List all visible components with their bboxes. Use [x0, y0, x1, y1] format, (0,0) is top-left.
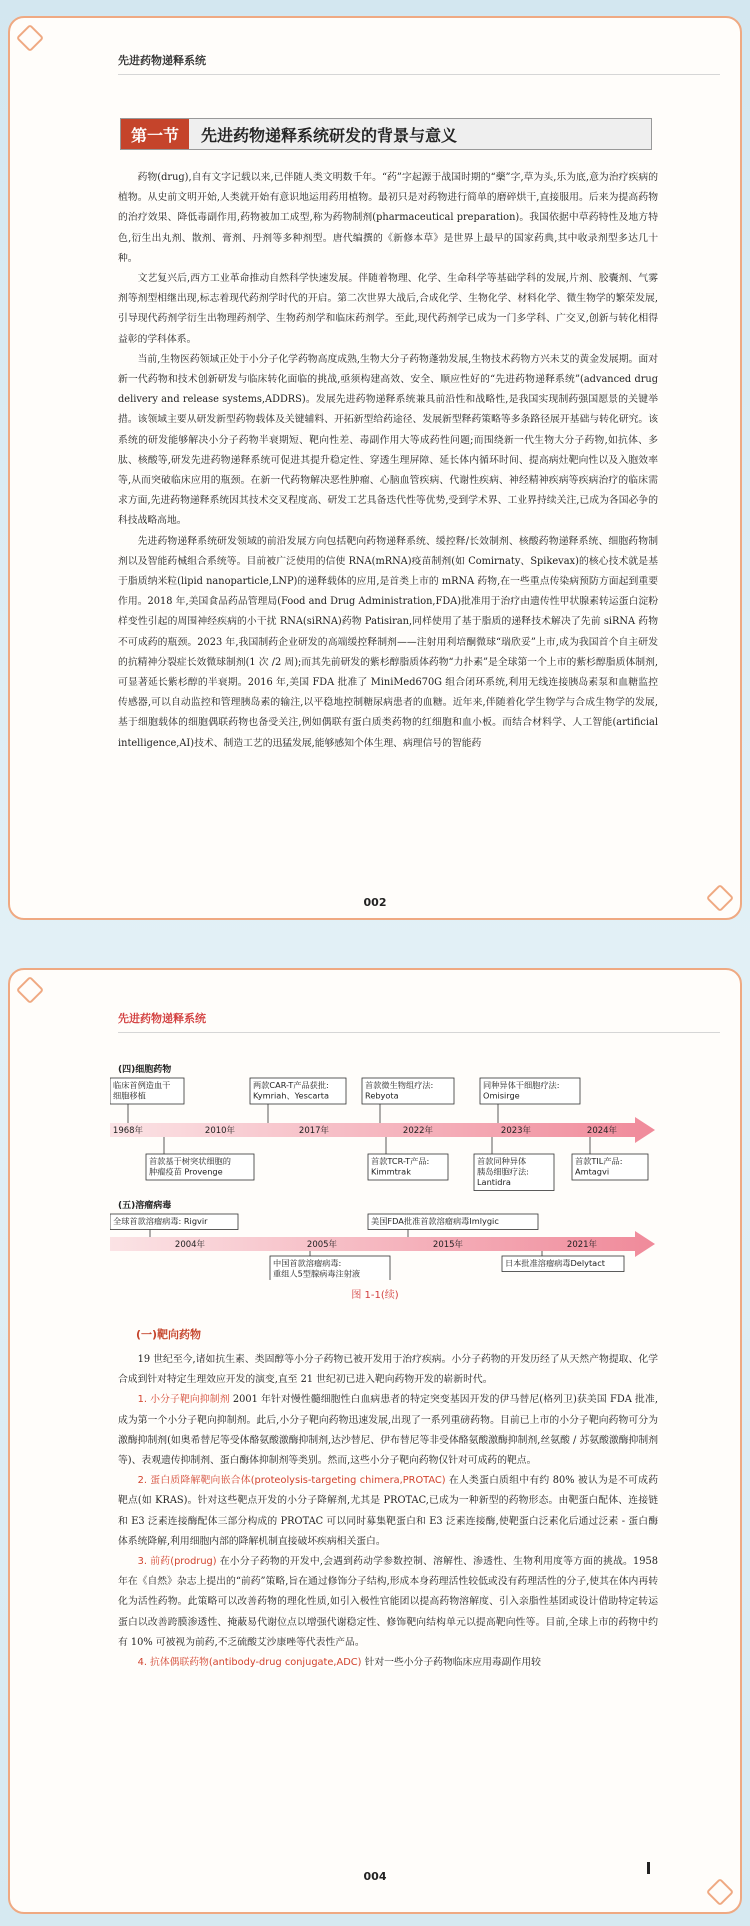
section-tag: 第一节: [121, 119, 189, 149]
event-box-below: [270, 1256, 390, 1280]
intro-paragraph: 19 世纪至今,诸如抗生素、类固醇等小分子药物已被开发用于治疗疾病。小分子药物的开发历经了从天然产物提取、化学合成到针对特定生理效应开发的演变,直至 21 世纪初已进入靶向药物开发的崭新时代。: [118, 1354, 658, 1386]
sub-heading: (一)靶向药物: [136, 1328, 202, 1341]
timeline-title-cell-drugs: (四)细胞药物: [118, 1065, 172, 1075]
item-paragraph: [118, 1653, 658, 1673]
event-label: 美国FDA批准首款溶瘤病毒Imlygic: [371, 1216, 499, 1226]
year-tick-label: 2023年: [500, 1126, 532, 1136]
figure-caption: 图 1-1(续): [351, 1290, 399, 1301]
event-box-below: [502, 1256, 624, 1272]
event-label: Kimmtrak: [371, 1166, 411, 1177]
item-label: 1. 小分子靶向抑制剂: [137, 1394, 230, 1406]
event-label: 首款基于树突状细胞的: [149, 1156, 231, 1166]
item-label: 4. 抗体偶联药物(antibody-drug conjugate,ADC): [137, 1657, 362, 1669]
page2-body: [118, 1350, 658, 1673]
event-label: 肿瘤疫苗 Provenge: [149, 1166, 223, 1177]
paragraph: 先进药物递释系统研发领域的前沿发展方向包括靶向药物递释系统、缓控释/长效制剂、核酸药物递释系统、细胞药物制剂以及智能药械组合系统等。目前被广泛使用的信使 RNA(mRNA)疫苗制剂(如 Comirnaty、Spikevax)的核心技术就是基于脂质纳米粒(lipid nanoparticle,LNP)的递释载体的应用,是首类上市的 mRNA 药物,在一些重点传染病预防方面起到重要作用。2018 年,美国食品药品管理局(Food and Drug Administration,FDA)批准用于治疗由遗传性甲状腺素转运蛋白淀粉样变性引起的周围神经疾病的小干扰 RNA(siRNA)药物 Patisiran,同样使用了基于脂质的递释技术解决了先前 siRNA 药物不可成药的瓶颈。2023 年,我国制药企业研发的高端缓控释制剂——注射用利培酮微球“瑞欣妥”上市,成为我国首个自主研发的抗精神分裂症长效微球制剂(1 次 /2 周);而其先前研发的紫杉醇脂质体药物“力扑素”是全球第一个上市的紫杉醇脂质体制剂,可显著延长紫杉醇的半衰期。2016 年,美国 FDA 批准了 MiniMed670G 组合闭环系统,利用无线连接胰岛素泵和血糖监控传感器,可以自动监控和管理胰岛素的输注,以平稳地控制糖尿病患者的血糖。近年来,伴随着化学生物学与合成生物学的发展,基于细胞载体的细胞偶联药物也备受关注,例如偶联有蛋白质类药物的红细胞和血小板。而结合材料学、人工智能(artificial intelligence,AI)技术、制造工艺的迅猛发展,能够感知个体生理、病理信号的智能药: [118, 535, 658, 749]
page-number: 002: [363, 896, 387, 909]
event-box-above: [110, 1078, 184, 1104]
header-rule: [118, 1032, 720, 1033]
event-label: 首款TCR-T产品:: [371, 1156, 430, 1166]
timeline-title-oncolytic: (五)溶瘤病毒: [118, 1201, 172, 1211]
event-label: 重组人5型腺病毒注射液: [273, 1268, 361, 1279]
page1-body: [118, 168, 658, 754]
event-label: 全球首款溶瘤病毒: Rigvir: [113, 1216, 208, 1226]
event-label: 细胞移植: [113, 1090, 146, 1101]
paragraph: 当前,生物医药领域正处于小分子化学药物高度成熟,生物大分子药物蓬勃发展,生物技术药物方兴未艾的黄金发展期。面对新一代药物和技术创新研发与临床转化面临的挑战,亟须构建高效、安全、顺应性好的“先进药物递释系统”(advanced drug delivery and release systems,ADDRS)。发展先进药物递释系统兼具前沿性和战略性,是我国实现制药强国愿景的关键举措。该领域主要从研发新型药物载体及关键辅料、开拓新型给药途径、发展新型释药策略等多条路径展开基础与转化研究。该系统的研发能够解决小分子药物半衰期短、靶向性差、毒副作用大等成药性问题;而围绕新一代生物大分子药物,如抗体、多肽、核酸等,研发先进药物递释系统可促进其提升稳定性、穿透生理屏障、延长体内循环时间、提高病灶靶向性以及入胞效率等,从而突破临床应用的瓶颈。在新一代药物解决恶性肿瘤、心脑血管疾病、代谢性疾病、神经精神疾病等疾病治疗的临床需求方面,先进药物递释系统因其技术交叉程度高、研发工艺具备迭代性等优势,受到学术界、工业界持续关注,已成为各国必争的科技战略高地。: [118, 353, 658, 527]
year-tick-label: 2004年: [174, 1240, 206, 1250]
header-rule: [118, 74, 720, 75]
event-label: 同种异体干细胞疗法:: [483, 1080, 560, 1090]
edge-mark: [647, 1862, 650, 1874]
event-label: 临床首例造血干: [113, 1080, 171, 1090]
item-paragraph: [118, 1390, 658, 1471]
item-text: 2001 年针对慢性髓细胞性白血病患者的特定突变基因开发的伊马替尼(格列卫)获美国 FDA 批准,成为第一个小分子靶向抑制剂。此后,小分子靶向药物迅速发展,出现了一系列重磅药物。目前已上市的小分子靶向药物可分为激酶抑制剂(如奥希替尼等受体酪氨酸激酶抑制剂,达沙替尼、伊布替尼等非受体酪氨酸激酶抑制剂,丝氨酸 / 苏氨酸激酶抑制剂等)、表观遗传抑制剂、蛋白酶体抑制剂等类别。然而,这些小分子靶向药物仅针对可成药的靶点。: [118, 1394, 658, 1467]
timeline-arrow: [110, 1117, 655, 1143]
event-label: 日本批准溶瘤病毒Delytact: [505, 1258, 605, 1268]
item-text: 针对一些小分子药物临床应用毒副作用较: [361, 1657, 541, 1669]
event-label: 中国首款溶瘤病毒:: [273, 1258, 342, 1268]
event-box-above: [368, 1214, 538, 1230]
event-label: 首款同种异体: [477, 1156, 527, 1166]
item-text: 在人类蛋白质组中有约 80% 被认为是不可成药靶点(如 KRAS)。针对这些靶点开发的小分子降解剂,尤其是 PROTAC,已成为一种新型的药物形态。由靶蛋白配体、连接链和 E3 泛素连接酶配体三部分构成的 PROTAC 可以同时募集靶蛋白和 E3 泛素连接酶,使靶蛋白泛素化后通过泛素 - 蛋白酶体系统降解,利用细胞内部的降解机制直接破坏疾病相关蛋白。: [118, 1475, 658, 1547]
event-box-above: [110, 1214, 238, 1230]
event-label: 首款TIL产品:: [575, 1156, 623, 1166]
item-text: 在小分子药物的开发中,会遇到药动学参数控制、溶解性、渗透性、生物利用度等方面的挑战。1958 年在《自然》杂志上提出的“前药”策略,旨在通过修饰分子结构,形成本身药理活性较低或没有药理活性的分子,使其在体内再转化为活性药物。此策略可以改善药物的理化性质,如引入极性官能团以提高药物溶解度、引入亲脂性基团或设计借助特定转运蛋白以改善跨膜渗透性、掩蔽易代谢位点以增强代谢稳定性、修饰靶向结构单元以提高靶向性等。目前,全球上市的药物中约有 10% 可被视为前药,不乏硫酸艾沙康唑等代表性产品。: [118, 1556, 658, 1648]
page-number: 004: [363, 1870, 387, 1883]
timeline-oncolytic-virus: [110, 1210, 670, 1280]
event-label: 两款CAR-T产品获批:: [253, 1080, 329, 1090]
running-head: 先进药物递释系统: [118, 54, 206, 67]
event-box-above: [480, 1078, 580, 1104]
event-box-above: [362, 1078, 454, 1104]
item-label: 2. 蛋白质降解靶向嵌合体(proteolysis-targeting chimera,PROTAC): [137, 1475, 446, 1487]
event-label: Amtagvi: [575, 1166, 610, 1177]
item-paragraph: [118, 1471, 658, 1552]
event-label: Omisirge: [483, 1090, 520, 1101]
year-tick-label: 2005年: [306, 1240, 338, 1250]
paragraph: 文艺复兴后,西方工业革命推动自然科学快速发展。伴随着物理、化学、生命科学等基础学科的发展,片剂、胶囊剂、气雾剂等剂型相继出现,标志着现代药剂学时代的开启。第二次世界大战后,合成化学、生物化学、材料化学、微生物学的繁荣发展,引导现代药剂学衍生出物理药剂学、生物药剂学和临床药剂学。至此,现代药剂学已成为一门多学科、广交叉,创新与转化相得益彰的学科体系。: [118, 273, 658, 345]
event-box-below: [572, 1154, 648, 1180]
event-label: 胰岛细胞疗法:: [477, 1166, 529, 1177]
year-tick-label: 1968年: [112, 1126, 144, 1136]
running-head: 先进药物递释系统: [118, 1012, 206, 1025]
item-paragraph: [118, 1552, 658, 1653]
event-label: 首款微生物组疗法:: [365, 1080, 434, 1090]
event-box-below: [146, 1154, 254, 1180]
page-004: [8, 968, 742, 1914]
event-label: Kymriah、Yescarta: [253, 1090, 329, 1101]
paragraph: 药物(drug),自有文字记载以来,已伴随人类文明数千年。“药”字起源于战国时期的“藥”字,草为头,乐为底,意为治疗疾病的植物。从史前文明开始,人类就开始有意识地运用药用植物。最初只是对药物进行简单的磨碎烘干,直接服用。后来为提高药物的治疗效果、降低毒副作用,药物被加工成型,称为药物制剂(pharmaceutical preparation)。我国依据中草药特性及地方特色,衍生出丸剂、散剂、膏剂、丹剂等多种剂型。唐代编撰的《新修本草》是世界上最早的国家药典,其中收录剂型多达几十种。: [118, 172, 658, 264]
year-tick-label: 2010年: [204, 1126, 236, 1136]
year-tick-label: 2022年: [402, 1126, 434, 1136]
year-tick-label: 2017年: [298, 1126, 330, 1136]
year-tick-label: 2015年: [432, 1240, 464, 1250]
section-heading: [120, 118, 652, 150]
page-002: [8, 16, 742, 920]
year-tick-label: 2021年: [566, 1240, 598, 1250]
event-box-above: [250, 1078, 346, 1104]
event-label: Rebyota: [365, 1090, 399, 1101]
event-label: Lantidra: [477, 1177, 511, 1187]
event-box-below: [368, 1154, 448, 1180]
year-tick-label: 2024年: [586, 1126, 618, 1136]
timeline-cell-drugs: [110, 1074, 670, 1192]
section-title: 先进药物递释系统研发的背景与意义: [189, 119, 651, 149]
event-box-below: [474, 1154, 554, 1191]
item-label: 3. 前药(prodrug): [137, 1556, 217, 1568]
